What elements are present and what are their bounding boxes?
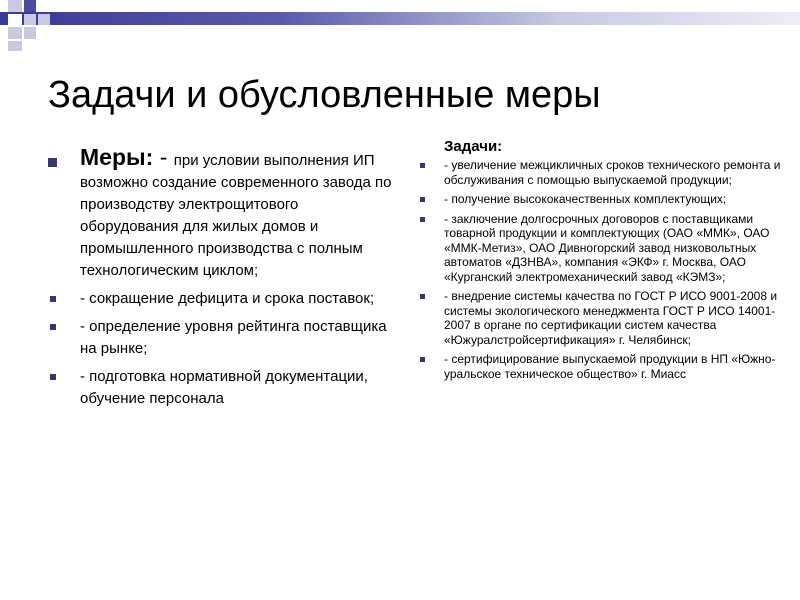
bullet-icon: [420, 163, 425, 168]
measures-label: Меры:: [80, 144, 154, 170]
bullet-icon: [48, 158, 57, 167]
measures-item-text: - подготовка нормативной документации, обучение персонала: [80, 368, 368, 407]
bullet-icon: [50, 324, 56, 330]
slide-title: Задачи и обусловленные меры: [48, 74, 601, 116]
tasks-item: [416, 158, 788, 187]
corner-decoration: [0, 0, 62, 52]
measures-dash: -: [153, 144, 174, 170]
measures-lead-item: [48, 146, 393, 282]
tasks-item-text: - заключение долгосрочных договоров с поставщиками товарной продукции и комплектующих (ОАО «ММК», ОАО «ММК-Метиз», ОАО Дивногорский завод низковольтных автоматов «ДЗНВА», компания «ЭКФ» г. Москва, ОАО «Курганский электромеханический завод «КЭМЗ»;: [444, 211, 770, 284]
tasks-item: [416, 192, 788, 207]
measures-item-text: - сокращение дефицита и срока поставок;: [80, 290, 375, 307]
measures-item-text: - определение уровня рейтинга поставщика на рынке;: [80, 318, 387, 357]
tasks-item: [416, 289, 788, 347]
bullet-icon: [420, 357, 425, 362]
bullet-icon: [420, 217, 425, 222]
measures-item: [48, 316, 393, 360]
tasks-item-text: - увеличение межцикличных сроков технического ремонта и обслуживания с помощью выпускаемой продукции;: [444, 158, 781, 187]
measures-list: [48, 146, 393, 416]
tasks-item: [416, 212, 788, 285]
tasks-item-text: - получение высококачественных комплектующих;: [444, 192, 727, 206]
bullet-icon: [50, 296, 56, 302]
measures-lead-text: при условии выполнения ИП возможно создание современного завода по производству электрощитового оборудования для жилых домов и промышленного производства с полным технологическим циклом;: [80, 152, 392, 279]
measures-item: [48, 366, 393, 410]
measures-item: [48, 288, 393, 310]
bullet-icon: [50, 374, 56, 380]
header-bar: [0, 12, 800, 25]
tasks-item-text: - сертифицирование выпускаемой продукции в НП «Южно-уральское техническое общество» г. Миасс: [444, 352, 776, 381]
tasks-item-text: - внедрение системы качества по ГОСТ Р ИСО 9001-2008 и системы экологического менеджмента ГОСТ Р ИСО 14001-2007 в органе по сертификации систем качества «Южуралстройсертификация» г. Челябинск;: [444, 289, 778, 347]
tasks-heading: [416, 138, 788, 156]
tasks-list: [416, 138, 788, 386]
bullet-icon: [420, 294, 425, 299]
tasks-label: Задачи:: [444, 138, 503, 155]
bullet-icon: [420, 197, 425, 202]
tasks-item: [416, 352, 788, 381]
